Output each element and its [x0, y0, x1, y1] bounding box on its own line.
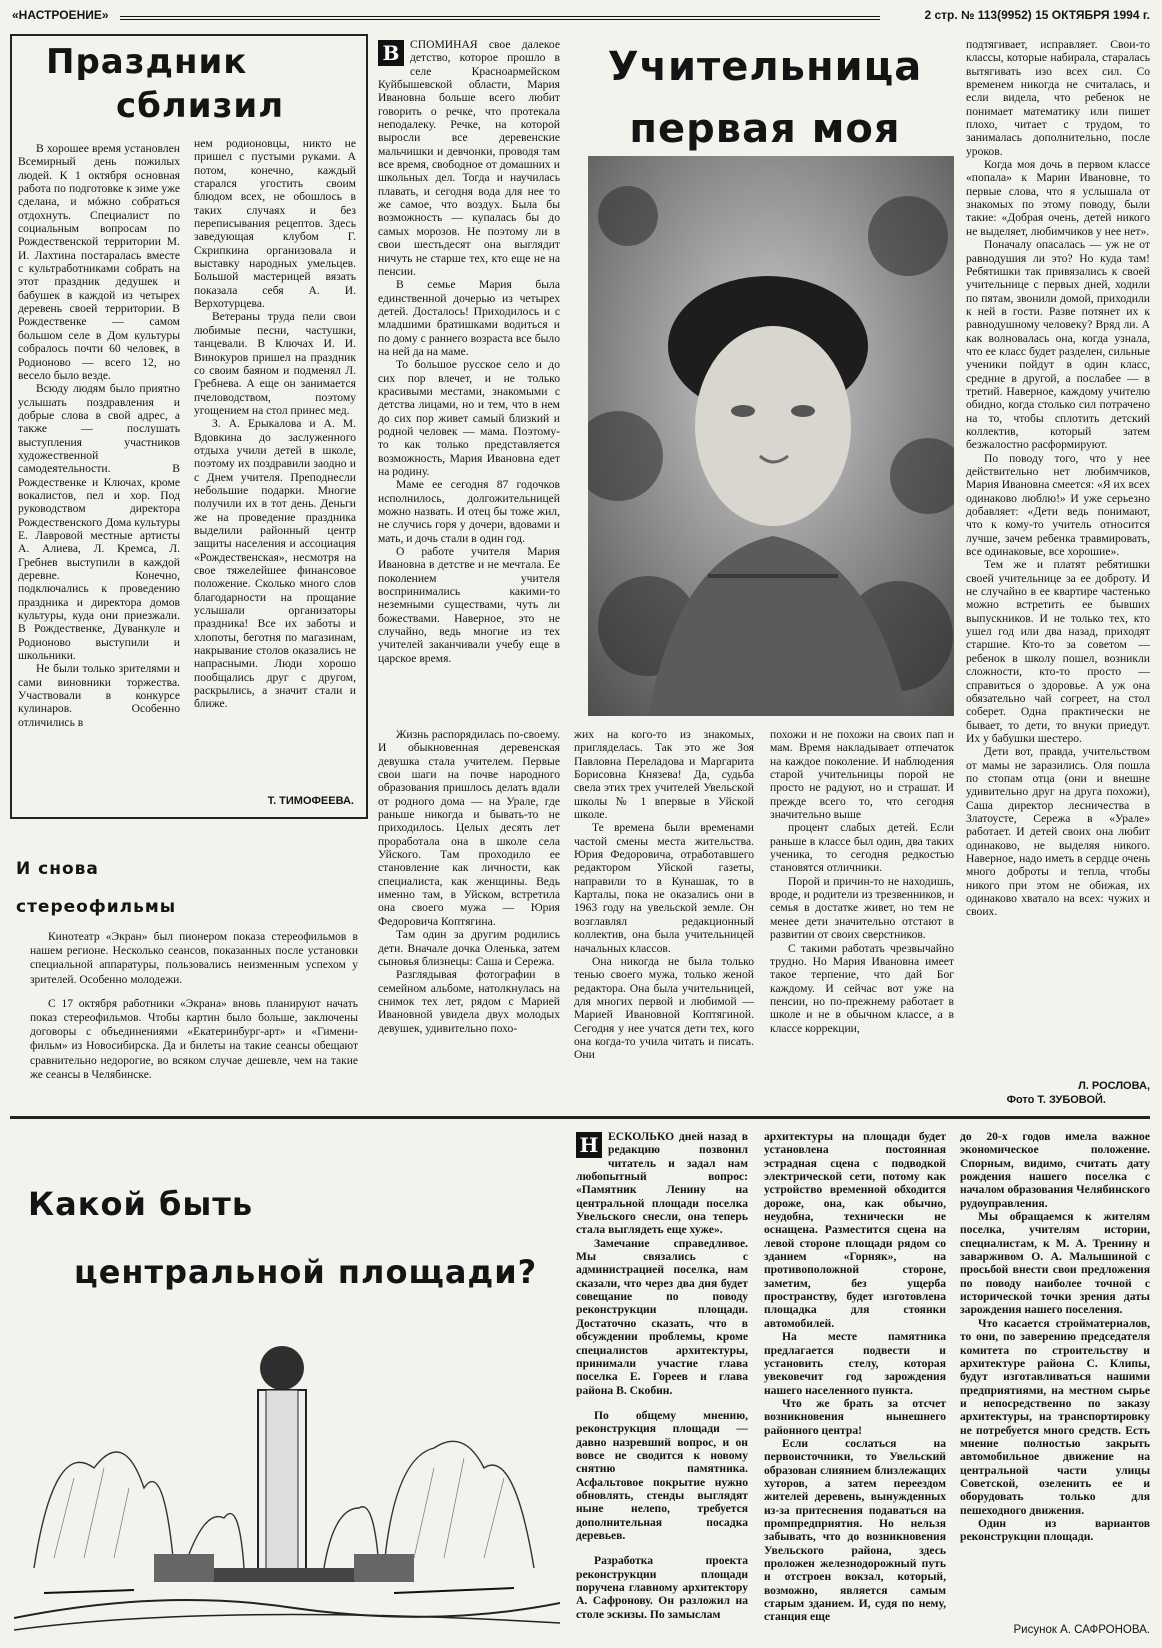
title-line-1: Какой быть	[28, 1185, 254, 1223]
paragraph: В хорошее время установлен Всемирный день пожилых людей. К 1 октября основная работа по подготовке к зиме уже сделана, и мóжно собраться отдохнуть. Специалист по социальным вопросам по Рождественской территории М. И. Лахтина постаралась вместе с культработниками собрать на этот праздник дедушек и бабушек в каждой из четырех деревень своей территории. В Рождественке — самом большом селе в Дом культуры собралось почти 60 человек, в Родионово — всего 12, но весело было везде.	[18, 142, 180, 382]
paragraph: По общему мнению, реконструкция площади — давно назревший вопрос, и он вовсе не сводится к новому снятию памятника. Асфальтовое покрытие нужно обновлять, стенды выглядят ныне нелепо, требуется дополнительная посадка деревьев.	[576, 1408, 748, 1542]
article-holiday-title	[46, 40, 346, 128]
section-name: «НАСТРОЕНИЕ»	[12, 8, 109, 22]
page-header	[12, 8, 1150, 30]
paragraph: Маме ее сегодня 87 годочков исполнилось, долгожительницей можно назвать. И отец бы тоже жил, не случись горя у дочери, вдовами и мать, и дочь стали в один год.	[378, 478, 560, 545]
paragraph: Порой и причин-то не находишь, вроде, и родители из трезвенников, и семья в достатке живет, но тем не менее дети значительно отстают в развитии от своих сверстников.	[770, 874, 954, 942]
section-divider	[10, 1116, 1150, 1119]
paragraph: Когда моя дочь в первом классе «попала» к Марии Ивановне, то первые слова, что я услышала от знакомых по этому поводу, были такие: «Добрая очень, детей никого не выделяет, любимчиков у нее нет».	[966, 158, 1150, 238]
monument-illustration	[14, 1318, 560, 1636]
article-teacher-col3-lower	[770, 728, 954, 1098]
paragraph: То большое русское село и до сих пор влечет, и не только красивыми местами, знакомыми с детства лицами, но и тем, что в нем до сих пор живет самый близкий и родной человек — мама. Поэтому-то как только представляется возможность, Мария Ивановна едет на родину.	[378, 358, 560, 478]
header-rule	[120, 16, 880, 22]
paragraph: Тем же и платят ребятишки своей учительнице за ее доброту. И не случайно в ее квартире частенько можно встретить ее бывших выпускников. И не только тех, кто ушел год или два назад, приходят старшие. Кто-то за советом — ребенок в школу пошел, возникли сложности, кто-то просто — справиться о здоровье. А уж она обязательно чай согреет, на стол соберет. Одна практически не бывает, то дети, то внуки приедут. Их у бабушки шестеро.	[966, 558, 1150, 745]
paragraph: Мы обращаемся к жителям поселка, учителям истории, специалистам, к М. А. Тренину и заварживом О. А. Малышиной с просьбой внести свои предложения по поводу наиболее точной с исторической точки зрения даты зарождения нашего поселения.	[960, 1210, 1150, 1317]
paragraph: подтягивает, исправляет. Свои-то классы, которые набирала, старалась вытягивать изо всех сил. Со временем никогда не считалась, и если видела, что ребенок не понимает математику или пишет плохо, читает с трудом, то занималась дополнительно, после уроков.	[966, 38, 1150, 158]
paragraph: жих на кого-то из знакомых, пригляделась. Так это же Зоя Павловна Переладова и Маргарита Борисовна Князева! Да, судьба свела этих трех учителей Увельской школы № 1 впервые в Уйской школе.	[574, 728, 754, 822]
article-square-col2	[764, 1130, 946, 1640]
paragraph: Что касается стройматериалов, то они, по заверению председателя комитета по строительству и архитектуре района С. Клипы, будут изготавливаться нашими предприятиями, на местном сырье и непосредственно по заказу архитектуры, на транспортировку не потребуется много средств. Есть мнение полностью закрыть автомобильное движение на центральной части улицы Советской, озеленить ее и оборудовать только для пешеходного движения.	[960, 1316, 1150, 1517]
title-line-1: Праздник	[46, 42, 248, 82]
paragraph: СПОМИНАЯ свое далекое детство, которое прошло в селе Красноармейском Куйбышевской области, Мария Ивановна больше всего любит говорить о речке, что протекала неподалеку. Речке, на которой выросли все деревенские мальчишки и девчонки, проводя там все время, свободное от домашних и школьных дел. Тогда и научилась плавать, и сегодня вода для нее то же самое, что воздух. Была бы возможность — купалась бы до самых морозов. Не поэтому ли в свои шестьдесят она выглядит ничуть не старше тех, кто еще не на пенсии.	[378, 38, 560, 278]
title-line-2: первая моя	[629, 106, 901, 152]
paragraph: В семье Мария была единственной дочерью из четырех детей. Досталось! Приходилось и с младшими братишками водиться и по дому с раннего возраста все было на ней да на маме.	[378, 278, 560, 358]
paragraph: процент слабых детей. Если раньше в классе был один, два таких ученика, то сегодня редкостью становятся отличники.	[770, 821, 954, 875]
paragraph: архитектуры на площади будет установлена постоянная эстрадная сцена с подводкой электрической сети, потому как устройство временной обходится дороже, она, как обычно, неудобна, технически не оснащена. Разместится сцена на левой стороне площади рядом со зданием «Горняк», на противоположной стороне, заметим, без ущерба пространству, будет изготовлена площадка для стоянки автомобилей.	[764, 1130, 946, 1330]
paragraph: Дети вот, правда, учительством от мамы не заразились. Оля пошла по стопам отца (они и внешне удивительно друг на друга похожи), Саша директор лесничества в Златоусте, Сережа в «Урале» работает. И детей своих она любит одинаково, не выделяя никого. Наверное, надо иметь в сердце очень много доброты и тепла, чтобы никого при этом не обижая, их одинаково хватало на всех: чужих и своих.	[966, 745, 1150, 919]
paragraph: Разработка проекта реконструкции площади поручена главному архитектору А. Сафронову. Он разложил на столе эскизы. По замыслам	[576, 1554, 748, 1621]
paragraph: Поначалу опасалась — уж не от равнодушия ли это? Но куда там! Ребятишки так привязались к своей учительнице с первых дней, ходили по пятам, звонили домой, приходили к ней в гости. Разве потянет их к равнодушному человеку? Вряд ли. А как волновалась она, когда узнала, что ее класс будет разделен, сильные ученики пойдут в один класс, средние в другой, а послабее — в третий. Наверное, каждому учителю обидно, когда столько сил потрачено на то, чтобы сплотить детский коллектив, который затем безжалостно расформируют.	[966, 238, 1150, 452]
paragraph: Один из вариантов реконструкции площади.	[960, 1516, 1150, 1544]
issue-info: 2 стр. № 113(9952) 15 ОКТЯБРЯ 1994 г.	[924, 8, 1150, 22]
article-teacher-author: Л. РОСЛОВА,	[1078, 1080, 1150, 1092]
article-stereo-title	[16, 850, 356, 926]
article-square-title	[28, 1170, 568, 1306]
article-teacher-col1	[378, 38, 560, 728]
paragraph: Разглядывая фотографии в семейном альбоме, натолкнулась на снимок тех лет, рядом с Марией Ивановной увидела двух молодых девушек, удивительно похо-	[378, 968, 560, 1035]
paragraph: до 20-х годов имела важное экономическое положение. Спорным, видимо, считать дату рождения нашего поселка с началом образования Челябинского рудоуправления.	[960, 1130, 1150, 1210]
paragraph: На месте памятника предлагается подвести и установить стелу, которая увековечит год зарождения нашего населенного пункта.	[764, 1330, 946, 1397]
article-square-col1	[576, 1130, 748, 1640]
paragraph: С такими работать чрезвычайно трудно. Но Мария Ивановна имеет такое терпение, что дай Бог каждому. И сейчас вот уже на пенсии, но по-прежнему работает в школе и не в обычном классе, а в классе коррекции,	[770, 941, 954, 1035]
paragraph: О работе учителя Мария Ивановна в детстве и не мечтала. Ее поколением учителя воспринимались какими-то неземными существами, чуть ли божествами. Наверное, это не случайно, ведь многие из тех учителей заканчивали учебу еще в царское время.	[378, 545, 560, 665]
drawing-credit: Рисунок А. САФРОНОВА.	[1013, 1624, 1150, 1636]
article-holiday-author: Т. ТИМОФЕЕВА.	[267, 795, 354, 807]
paragraph: Те времена были временами частой смены места жительства. Юрия Федоровича, отработавшего редактором Уйской газеты, направили то в Кунашак, то в Карталы, пока не оказались они в 1963 году на увельской земле. Он возглавлял редакционный коллектив, она была учительницей начальных классов.	[574, 821, 754, 955]
article-teacher-photo-credit: Фото Т. ЗУБОВОЙ.	[1006, 1094, 1106, 1106]
article-teacher-col2-lower	[574, 728, 754, 1098]
title-line-2: сблизил	[116, 86, 285, 126]
article-stereo-body	[30, 930, 358, 1110]
paragraph: ЕСКОЛЬКО дней назад в редакцию позвонил читатель и задал нам любопытный вопрос: «Памятник Ленину на центральной площади поселка Увельского снесли, она теперь стала выглядеть еще хуже».	[576, 1130, 748, 1237]
paragraph: Замечание справедливое. Мы связались с администрацией поселка, нам сказали, что через два дня будет совещание по поводу реконструкции площади. Достаточно сказать, что в обсуждении проблемы, кроме специалистов архитектуры, принимали участие глава поселка Е. Гореев и глава района В. Скобин.	[576, 1236, 748, 1397]
paragraph: Там один за другим родились дети. Вначале дочка Оленька, затем сыновья близнецы: Саша и Сережа.	[378, 928, 560, 968]
paragraph: С 17 октября работники «Экрана» вновь планируют начать показ стереофильмов. Чтобы картин было больше, заключены договоры с объединениями «Екатеринбург-арт» и «Гимени-фильм» из Новосибирска. Да и билеты на такие сеансы обещают сравнительно недорогие, во всяком случае дешевле, чем на такие же сеансы в Челябинске.	[30, 997, 358, 1081]
paragraph: Ветераны труда пели свои любимые песни, частушки, танцевали. В Ключах И. И. Винокуров пришел на праздник со своим баяном и подменял Л. Гребнева. А еще он занимается пчеловодством, поэтому угощением на стол принес мед.	[194, 310, 356, 417]
article-teacher-col4	[966, 38, 1150, 1078]
paragraph: З. А. Ерыкалова и А. М. Вдовкина до заслуженного отдыха учили детей в школе, поэтому их поздравили заодно и с Днем учителя. Преподнесли небольшие подарки. Многие получили их в тот день. Деньги же на проведение праздника выделили районный центр защиты населения и ассоциация «Рождественская», несмотря на свое тяжелейшее финансовое положение. Сколько много слов благодарности на прощание услышали организаторы праздника! Все их заботы и хлопоты, беготня по магазинам, накрывание столов оказались не напрасными. Люди хорошо пообщались друг с другом, раскрылись, а значит стали и ближе.	[194, 417, 356, 711]
paragraph: По поводу того, что у нее действительно нет любимчиков, Мария Ивановна смеется: «Я их всех одинаково люблю!» И уже серьезно добавляет: «Дети ведь понимают, что к кому-то учитель относится лучше, зачем ребенка травмировать, все одинаковые, все хорошие».	[966, 451, 1150, 559]
paragraph: Жизнь распорядилась по-своему. И обыкновенная деревенская девушка стала учителем. Первые свои шаги на почве народного образования пришлось делать вдали от родного дома — на Урале, где раньше никогда и бывать-то не приходилось. Целых десять лет проработала она в школе села Уйского. Там проходило ее становление как личности, как специалиста, как женщины. Ведь именно там, в Уйском, встретила она своего мужа — Юрия Федоровича Коптягина.	[378, 728, 560, 928]
title-line-2: центральной площади?	[74, 1253, 538, 1291]
article-teacher-col1-lower	[378, 728, 560, 1098]
paragraph: Не были только зрителями и сами виновники торжества. Участвовали в конкурсе кулинаров. Особенно отличились в	[18, 662, 180, 729]
portrait-illustration	[588, 156, 954, 716]
teacher-portrait-photo	[588, 156, 954, 716]
paragraph: Кинотеатр «Экран» был пионером показа стереофильмов в нашем регионе. Несколько сеансов, показанных после установки специальной аппаратуры, пользовались неизменным успехом у зрителей. Особенно молодежи.	[30, 931, 358, 986]
title-line-1: Учительница	[607, 44, 923, 90]
title-line-2: стереофильмы	[16, 897, 177, 917]
title-line-1: И снова	[16, 859, 99, 879]
paragraph: похожи и не похожи на своих пап и мам. Время накладывает отпечаток на каждое поколение. И наблюдения старой учительницы порой не просто не радуют, но и страшат. И прежде всего то, что сегодня значительно выше	[770, 728, 954, 822]
paragraph: Она никогда не была только тенью своего мужа, только женой редактора. Она была учительницей, для многих первой и любимой — Марией Ивановной Коптягиной. Сегодня у нее учатся дети тех, кого она когда-то учила читать и писать. Они	[574, 954, 754, 1062]
drop-cap: Н	[576, 1132, 602, 1158]
article-teacher-title	[595, 36, 935, 160]
article-holiday-col2	[194, 137, 356, 777]
paragraph: Всюду людям было приятно услышать поздравления и добрые слова в свой адрес, а также — послушать выступления участников художественной самодеятельности. В Рождественке и Ключах, кроме вокалистов, пел и хор. Под руководством директора Рождественского Дома культуры Е. Лавровой местные артисты А. Алиева, Л. Кремса, Л. Гребнев выступили в каждой деревне. Конечно, подключались к проведению праздника и директора домов культуры, куда они приезжали. В Рождественке, Дуванкуле и Родионово выступили и школьники.	[18, 382, 180, 663]
paragraph: Если сослаться на первоисточники, то Увельский образован слиянием близлежащих хуторов, а затем переездом жителей деревень, вынужденных из-за притеснения подаваться на промпредприятия. Но нельзя забывать, что до возникновения Увельского района, здесь проложен железнодорожный путь и отстроен вокзал, который, возможно, является самым старым зданием. И, судя по нему, станция еще	[764, 1436, 946, 1624]
drop-cap: В	[378, 40, 404, 66]
paragraph: Что же брать за отсчет возникновения нынешнего районного центра!	[764, 1396, 946, 1437]
paragraph: нем родионовцы, никто не пришел с пустыми руками. А потом, конечно, каждый старался угостить своим блюдом всех, не обошлось в таких случаях и без переписывания рецептов. Здесь заведующая клубом Г. Скрипкина организовала и выставку народных умельцев. Большой мастерицей вязать показала себя А. И. Верхотурцева.	[194, 137, 356, 311]
article-holiday-col1	[18, 142, 180, 792]
monument-sketch	[14, 1318, 560, 1636]
article-square-col3	[960, 1130, 1150, 1622]
